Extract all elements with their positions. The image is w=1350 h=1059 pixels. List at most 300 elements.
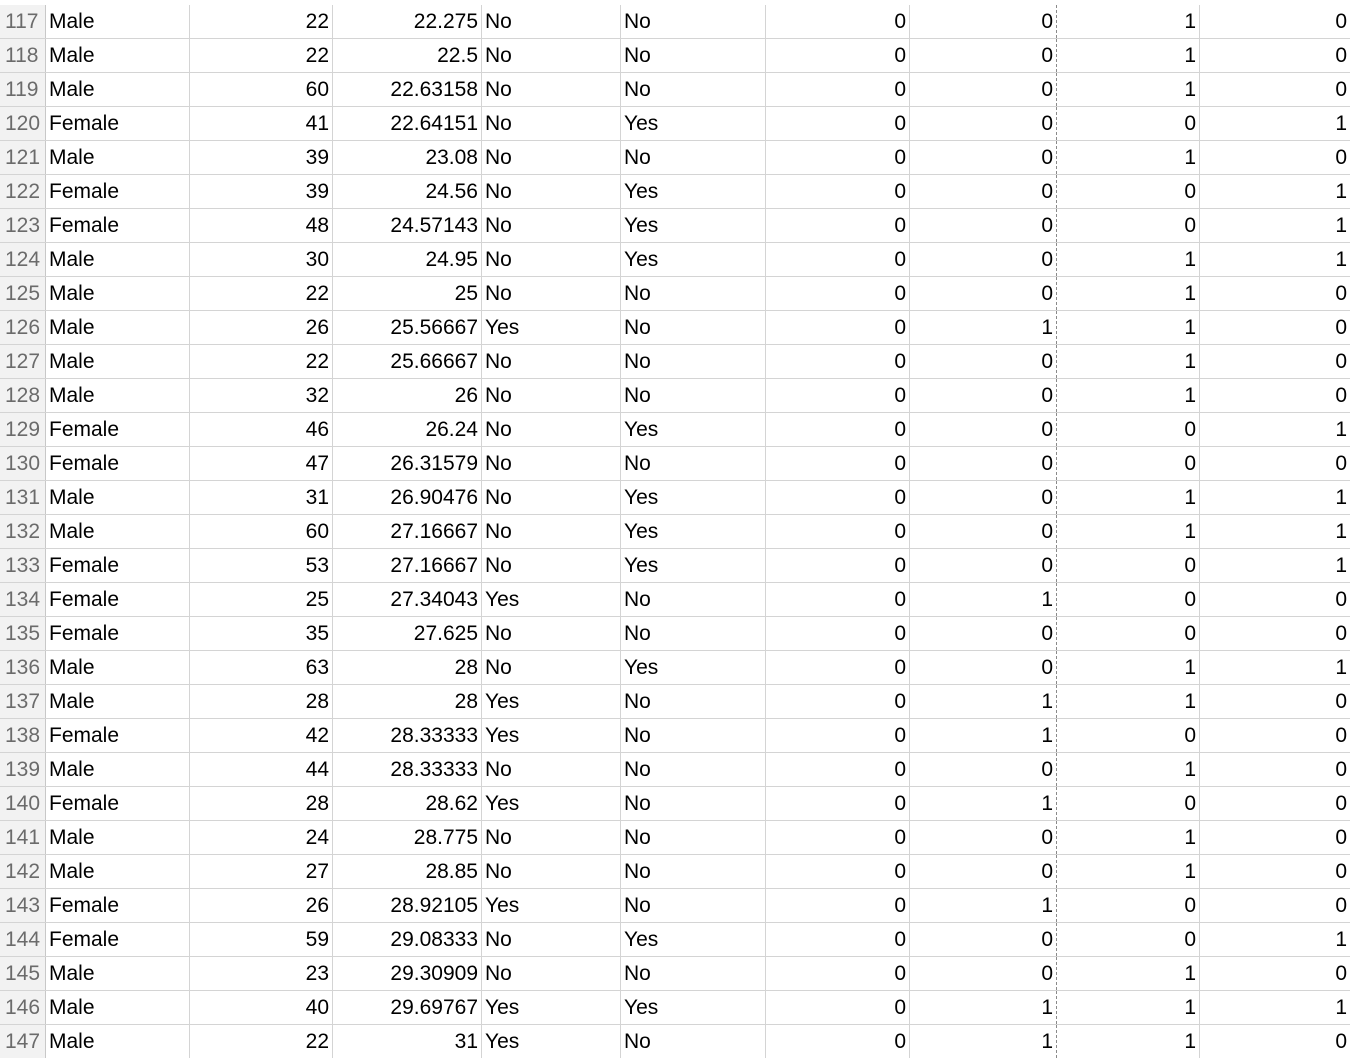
row-header[interactable]: 145 (0, 957, 46, 990)
cell-indicator-2[interactable]: 0 (910, 73, 1057, 106)
cell-indicator-1[interactable]: 0 (766, 787, 910, 820)
cell-indicator-3[interactable]: 0 (1057, 719, 1200, 752)
cell-flag-b[interactable]: Yes (621, 413, 766, 446)
cell-gender[interactable]: Male (46, 685, 190, 718)
row-header[interactable]: 123 (0, 209, 46, 242)
cell-age[interactable]: 23 (190, 957, 333, 990)
cell-indicator-2[interactable]: 0 (910, 107, 1057, 140)
cell-flag-a[interactable]: No (482, 481, 621, 514)
cell-indicator-3[interactable]: 0 (1057, 447, 1200, 480)
cell-value[interactable]: 27.34043 (333, 583, 482, 616)
cell-indicator-2[interactable]: 0 (910, 515, 1057, 548)
cell-flag-a[interactable]: No (482, 379, 621, 412)
row-header[interactable]: 147 (0, 1025, 46, 1058)
row-header[interactable]: 128 (0, 379, 46, 412)
cell-indicator-2[interactable]: 0 (910, 923, 1057, 956)
cell-indicator-1[interactable]: 0 (766, 447, 910, 480)
cell-indicator-1[interactable]: 0 (766, 651, 910, 684)
cell-age[interactable]: 30 (190, 243, 333, 276)
cell-gender[interactable]: Female (46, 413, 190, 446)
cell-value[interactable]: 29.69767 (333, 991, 482, 1024)
row-header[interactable]: 132 (0, 515, 46, 548)
cell-value[interactable]: 31 (333, 1025, 482, 1058)
cell-flag-a[interactable]: No (482, 209, 621, 242)
cell-indicator-4[interactable]: 0 (1335, 860, 1347, 883)
cell-indicator-4[interactable]: 1 (1335, 486, 1347, 509)
cell-indicator-2[interactable]: 1 (910, 1025, 1057, 1058)
cell-value[interactable]: 22.63158 (333, 73, 482, 106)
cell-indicator-3[interactable]: 1 (1057, 379, 1200, 412)
cell-flag-b[interactable]: No (621, 787, 766, 820)
cell-indicator-4[interactable]: 0 (1335, 316, 1347, 339)
cell-indicator-1[interactable]: 0 (766, 685, 910, 718)
cell-indicator-1[interactable]: 0 (766, 923, 910, 956)
row-header[interactable]: 125 (0, 277, 46, 310)
cell-value[interactable]: 28.33333 (333, 753, 482, 786)
cell-flag-a[interactable]: No (482, 957, 621, 990)
cell-indicator-1[interactable]: 0 (766, 39, 910, 72)
cell-indicator-4[interactable]: 0 (1335, 588, 1347, 611)
cell-flag-a[interactable]: No (482, 923, 621, 956)
cell-indicator-3[interactable]: 1 (1057, 651, 1200, 684)
cell-indicator-1[interactable]: 0 (766, 345, 910, 378)
cell-gender[interactable]: Male (46, 345, 190, 378)
cell-indicator-1[interactable]: 0 (766, 311, 910, 344)
cell-indicator-2[interactable]: 1 (910, 311, 1057, 344)
cell-flag-b[interactable]: No (621, 889, 766, 922)
cell-indicator-1[interactable]: 0 (766, 889, 910, 922)
cell-indicator-3[interactable]: 1 (1057, 345, 1200, 378)
cell-indicator-4[interactable]: 0 (1335, 894, 1347, 917)
cell-indicator-1[interactable]: 0 (766, 243, 910, 276)
row-header[interactable]: 144 (0, 923, 46, 956)
cell-flag-a[interactable]: No (482, 277, 621, 310)
cell-value[interactable]: 25.66667 (333, 345, 482, 378)
cell-value[interactable]: 27.16667 (333, 549, 482, 582)
cell-value[interactable]: 28.85 (333, 855, 482, 888)
cell-indicator-4[interactable]: 0 (1335, 962, 1347, 985)
cell-flag-b[interactable]: No (621, 141, 766, 174)
cell-indicator-1[interactable]: 0 (766, 583, 910, 616)
cell-value[interactable]: 24.95 (333, 243, 482, 276)
cell-age[interactable]: 59 (190, 923, 333, 956)
cell-flag-b[interactable]: Yes (621, 481, 766, 514)
cell-gender[interactable]: Male (46, 1025, 190, 1058)
cell-indicator-3[interactable]: 1 (1057, 39, 1200, 72)
cell-indicator-2[interactable]: 1 (910, 583, 1057, 616)
cell-indicator-2[interactable]: 1 (910, 889, 1057, 922)
cell-age[interactable]: 22 (190, 5, 333, 38)
cell-indicator-3[interactable]: 1 (1057, 5, 1200, 38)
cell-age[interactable]: 53 (190, 549, 333, 582)
cell-value[interactable]: 22.5 (333, 39, 482, 72)
cell-value[interactable]: 24.57143 (333, 209, 482, 242)
cell-gender[interactable]: Male (46, 243, 190, 276)
cell-value[interactable]: 26.24 (333, 413, 482, 446)
cell-value[interactable]: 22.64151 (333, 107, 482, 140)
cell-age[interactable]: 39 (190, 141, 333, 174)
cell-indicator-2[interactable]: 0 (910, 413, 1057, 446)
cell-indicator-3[interactable]: 1 (1057, 821, 1200, 854)
cell-age[interactable]: 46 (190, 413, 333, 446)
cell-flag-b[interactable]: Yes (621, 243, 766, 276)
cell-indicator-1[interactable]: 0 (766, 107, 910, 140)
row-header[interactable]: 141 (0, 821, 46, 854)
cell-indicator-2[interactable]: 1 (910, 991, 1057, 1024)
cell-indicator-1[interactable]: 0 (766, 209, 910, 242)
cell-age[interactable]: 26 (190, 889, 333, 922)
cell-indicator-3[interactable]: 0 (1057, 787, 1200, 820)
cell-indicator-4[interactable]: 0 (1335, 350, 1347, 373)
cell-age[interactable]: 60 (190, 73, 333, 106)
cell-value[interactable]: 28 (333, 651, 482, 684)
cell-flag-b[interactable]: No (621, 5, 766, 38)
cell-indicator-4[interactable]: 0 (1335, 452, 1347, 475)
cell-gender[interactable]: Female (46, 787, 190, 820)
cell-flag-b[interactable]: No (621, 583, 766, 616)
cell-age[interactable]: 41 (190, 107, 333, 140)
cell-indicator-2[interactable]: 0 (910, 481, 1057, 514)
cell-indicator-2[interactable]: 0 (910, 855, 1057, 888)
row-header[interactable]: 119 (0, 73, 46, 106)
cell-flag-a[interactable]: Yes (482, 719, 621, 752)
cell-age[interactable]: 26 (190, 311, 333, 344)
cell-gender[interactable]: Female (46, 923, 190, 956)
cell-indicator-3[interactable]: 1 (1057, 73, 1200, 106)
cell-indicator-4[interactable]: 0 (1335, 690, 1347, 713)
cell-indicator-4[interactable]: 1 (1335, 520, 1347, 543)
cell-indicator-3[interactable]: 1 (1057, 277, 1200, 310)
cell-indicator-4[interactable]: 0 (1335, 724, 1347, 747)
cell-gender[interactable]: Female (46, 107, 190, 140)
cell-age[interactable]: 31 (190, 481, 333, 514)
cell-gender[interactable]: Male (46, 991, 190, 1024)
cell-indicator-1[interactable]: 0 (766, 413, 910, 446)
cell-gender[interactable]: Female (46, 719, 190, 752)
row-header[interactable]: 143 (0, 889, 46, 922)
cell-indicator-3[interactable]: 1 (1057, 957, 1200, 990)
cell-gender[interactable]: Female (46, 209, 190, 242)
cell-age[interactable]: 32 (190, 379, 333, 412)
cell-indicator-4[interactable]: 0 (1335, 78, 1347, 101)
cell-age[interactable]: 47 (190, 447, 333, 480)
cell-indicator-3[interactable]: 0 (1057, 175, 1200, 208)
cell-flag-b[interactable]: No (621, 617, 766, 650)
cell-value[interactable]: 28.92105 (333, 889, 482, 922)
cell-flag-b[interactable]: No (621, 311, 766, 344)
cell-gender[interactable]: Male (46, 515, 190, 548)
cell-gender[interactable]: Male (46, 311, 190, 344)
row-header[interactable]: 129 (0, 413, 46, 446)
cell-indicator-2[interactable]: 0 (910, 447, 1057, 480)
cell-indicator-4[interactable]: 0 (1335, 146, 1347, 169)
cell-indicator-3[interactable]: 0 (1057, 889, 1200, 922)
cell-age[interactable]: 22 (190, 39, 333, 72)
cell-flag-b[interactable]: Yes (621, 175, 766, 208)
cell-indicator-3[interactable]: 1 (1057, 243, 1200, 276)
cell-indicator-1[interactable]: 0 (766, 175, 910, 208)
cell-flag-b[interactable]: Yes (621, 923, 766, 956)
row-header[interactable]: 138 (0, 719, 46, 752)
cell-value[interactable]: 28.775 (333, 821, 482, 854)
cell-indicator-4[interactable]: 0 (1335, 622, 1347, 645)
cell-indicator-1[interactable]: 0 (766, 719, 910, 752)
cell-age[interactable]: 39 (190, 175, 333, 208)
cell-gender[interactable]: Male (46, 39, 190, 72)
cell-indicator-1[interactable]: 0 (766, 617, 910, 650)
cell-value[interactable]: 28 (333, 685, 482, 718)
cell-flag-b[interactable]: No (621, 719, 766, 752)
cell-indicator-4[interactable]: 1 (1335, 928, 1347, 951)
cell-value[interactable]: 28.33333 (333, 719, 482, 752)
row-header[interactable]: 136 (0, 651, 46, 684)
cell-indicator-4[interactable]: 1 (1335, 656, 1347, 679)
cell-flag-a[interactable]: No (482, 753, 621, 786)
cell-indicator-1[interactable]: 0 (766, 277, 910, 310)
cell-gender[interactable]: Male (46, 481, 190, 514)
cell-indicator-3[interactable]: 1 (1057, 753, 1200, 786)
cell-indicator-3[interactable]: 1 (1057, 685, 1200, 718)
cell-gender[interactable]: Female (46, 617, 190, 650)
cell-value[interactable]: 26.90476 (333, 481, 482, 514)
cell-gender[interactable]: Male (46, 379, 190, 412)
cell-indicator-4[interactable]: 0 (1335, 10, 1347, 33)
cell-value[interactable]: 29.30909 (333, 957, 482, 990)
cell-indicator-1[interactable]: 0 (766, 753, 910, 786)
cell-value[interactable]: 27.625 (333, 617, 482, 650)
cell-flag-b[interactable]: Yes (621, 991, 766, 1024)
cell-value[interactable]: 29.08333 (333, 923, 482, 956)
row-header[interactable]: 146 (0, 991, 46, 1024)
cell-flag-b[interactable]: No (621, 73, 766, 106)
cell-gender[interactable]: Male (46, 73, 190, 106)
cell-flag-a[interactable]: No (482, 39, 621, 72)
cell-flag-a[interactable]: No (482, 141, 621, 174)
cell-age[interactable]: 28 (190, 787, 333, 820)
cell-flag-a[interactable]: Yes (482, 1025, 621, 1058)
cell-flag-b[interactable]: No (621, 379, 766, 412)
cell-indicator-2[interactable]: 0 (910, 39, 1057, 72)
cell-indicator-2[interactable]: 0 (910, 617, 1057, 650)
cell-gender[interactable]: Male (46, 5, 190, 38)
cell-flag-b[interactable]: Yes (621, 209, 766, 242)
cell-indicator-4[interactable]: 1 (1335, 180, 1347, 203)
cell-indicator-2[interactable]: 0 (910, 345, 1057, 378)
cell-indicator-3[interactable]: 0 (1057, 617, 1200, 650)
row-header[interactable]: 120 (0, 107, 46, 140)
cell-age[interactable]: 44 (190, 753, 333, 786)
cell-indicator-1[interactable]: 0 (766, 549, 910, 582)
cell-value[interactable]: 22.275 (333, 5, 482, 38)
cell-flag-a[interactable]: No (482, 73, 621, 106)
cell-indicator-2[interactable]: 0 (910, 209, 1057, 242)
cell-flag-a[interactable]: Yes (482, 685, 621, 718)
cell-value[interactable]: 26.31579 (333, 447, 482, 480)
cell-value[interactable]: 26 (333, 379, 482, 412)
cell-indicator-2[interactable]: 0 (910, 141, 1057, 174)
cell-indicator-2[interactable]: 1 (910, 685, 1057, 718)
cell-gender[interactable]: Female (46, 175, 190, 208)
cell-age[interactable]: 24 (190, 821, 333, 854)
row-header[interactable]: 122 (0, 175, 46, 208)
cell-gender[interactable]: Female (46, 549, 190, 582)
cell-indicator-2[interactable]: 0 (910, 175, 1057, 208)
cell-gender[interactable]: Male (46, 821, 190, 854)
cell-flag-b[interactable]: No (621, 821, 766, 854)
cell-age[interactable]: 22 (190, 277, 333, 310)
cell-flag-b[interactable]: No (621, 753, 766, 786)
cell-flag-b[interactable]: No (621, 39, 766, 72)
cell-age[interactable]: 42 (190, 719, 333, 752)
cell-flag-a[interactable]: No (482, 345, 621, 378)
cell-age[interactable]: 28 (190, 685, 333, 718)
cell-flag-a[interactable]: Yes (482, 311, 621, 344)
cell-age[interactable]: 48 (190, 209, 333, 242)
cell-flag-b[interactable]: No (621, 685, 766, 718)
cell-age[interactable]: 40 (190, 991, 333, 1024)
cell-indicator-3[interactable]: 1 (1057, 855, 1200, 888)
cell-flag-a[interactable]: No (482, 175, 621, 208)
cell-indicator-1[interactable]: 0 (766, 855, 910, 888)
cell-flag-a[interactable]: No (482, 413, 621, 446)
cell-indicator-1[interactable]: 0 (766, 515, 910, 548)
cell-indicator-3[interactable]: 1 (1057, 1025, 1200, 1058)
cell-gender[interactable]: Male (46, 855, 190, 888)
cell-flag-b[interactable]: No (621, 277, 766, 310)
cell-age[interactable]: 22 (190, 345, 333, 378)
cell-indicator-2[interactable]: 0 (910, 5, 1057, 38)
row-header[interactable]: 135 (0, 617, 46, 650)
cell-flag-b[interactable]: No (621, 1025, 766, 1058)
cell-indicator-3[interactable]: 1 (1057, 311, 1200, 344)
cell-indicator-2[interactable]: 0 (910, 277, 1057, 310)
cell-indicator-4[interactable]: 0 (1335, 1030, 1347, 1053)
cell-flag-b[interactable]: No (621, 957, 766, 990)
cell-flag-a[interactable]: No (482, 617, 621, 650)
cell-gender[interactable]: Female (46, 447, 190, 480)
cell-indicator-1[interactable]: 0 (766, 73, 910, 106)
cell-value[interactable]: 23.08 (333, 141, 482, 174)
cell-gender[interactable]: Male (46, 957, 190, 990)
cell-age[interactable]: 60 (190, 515, 333, 548)
cell-flag-b[interactable]: Yes (621, 651, 766, 684)
cell-indicator-4[interactable]: 0 (1335, 826, 1347, 849)
cell-flag-a[interactable]: No (482, 515, 621, 548)
row-header[interactable]: 126 (0, 311, 46, 344)
cell-flag-a[interactable]: Yes (482, 991, 621, 1024)
row-header[interactable]: 118 (0, 39, 46, 72)
row-header[interactable]: 142 (0, 855, 46, 888)
cell-flag-b[interactable]: Yes (621, 515, 766, 548)
cell-age[interactable]: 27 (190, 855, 333, 888)
cell-flag-b[interactable]: No (621, 447, 766, 480)
cell-indicator-3[interactable]: 1 (1057, 991, 1200, 1024)
cell-indicator-1[interactable]: 0 (766, 1025, 910, 1058)
row-header[interactable]: 140 (0, 787, 46, 820)
cell-indicator-2[interactable]: 1 (910, 787, 1057, 820)
cell-indicator-1[interactable]: 0 (766, 379, 910, 412)
row-header[interactable]: 134 (0, 583, 46, 616)
cell-indicator-1[interactable]: 0 (766, 821, 910, 854)
cell-indicator-3[interactable]: 0 (1057, 549, 1200, 582)
cell-flag-a[interactable]: No (482, 855, 621, 888)
cell-indicator-3[interactable]: 0 (1057, 413, 1200, 446)
cell-gender[interactable]: Male (46, 141, 190, 174)
cell-value[interactable]: 27.16667 (333, 515, 482, 548)
cell-indicator-1[interactable]: 0 (766, 5, 910, 38)
cell-flag-a[interactable]: Yes (482, 583, 621, 616)
cell-indicator-4[interactable]: 1 (1335, 248, 1347, 271)
cell-indicator-3[interactable]: 0 (1057, 107, 1200, 140)
cell-gender[interactable]: Female (46, 889, 190, 922)
cell-gender[interactable]: Male (46, 651, 190, 684)
cell-indicator-1[interactable]: 0 (766, 957, 910, 990)
cell-flag-a[interactable]: Yes (482, 889, 621, 922)
cell-indicator-2[interactable]: 0 (910, 549, 1057, 582)
cell-indicator-3[interactable]: 1 (1057, 515, 1200, 548)
cell-age[interactable]: 35 (190, 617, 333, 650)
cell-indicator-2[interactable]: 0 (910, 821, 1057, 854)
cell-flag-b[interactable]: No (621, 345, 766, 378)
cell-value[interactable]: 25 (333, 277, 482, 310)
cell-flag-b[interactable]: No (621, 855, 766, 888)
cell-indicator-1[interactable]: 0 (766, 991, 910, 1024)
cell-age[interactable]: 22 (190, 1025, 333, 1058)
cell-indicator-2[interactable]: 0 (910, 753, 1057, 786)
row-header[interactable]: 139 (0, 753, 46, 786)
cell-flag-a[interactable]: No (482, 549, 621, 582)
cell-indicator-3[interactable]: 0 (1057, 583, 1200, 616)
row-header[interactable]: 133 (0, 549, 46, 582)
cell-indicator-2[interactable]: 1 (910, 719, 1057, 752)
cell-indicator-2[interactable]: 0 (910, 379, 1057, 412)
cell-indicator-1[interactable]: 0 (766, 141, 910, 174)
cell-indicator-1[interactable]: 0 (766, 481, 910, 514)
cell-indicator-4[interactable]: 0 (1335, 384, 1347, 407)
cell-indicator-2[interactable]: 0 (910, 651, 1057, 684)
cell-indicator-4[interactable]: 1 (1335, 112, 1347, 135)
cell-indicator-3[interactable]: 0 (1057, 923, 1200, 956)
cell-flag-a[interactable]: No (482, 651, 621, 684)
cell-indicator-4[interactable]: 0 (1335, 44, 1347, 67)
row-header[interactable]: 127 (0, 345, 46, 378)
row-header[interactable]: 121 (0, 141, 46, 174)
cell-flag-a[interactable]: Yes (482, 787, 621, 820)
cell-age[interactable]: 63 (190, 651, 333, 684)
cell-indicator-3[interactable]: 1 (1057, 141, 1200, 174)
cell-gender[interactable]: Male (46, 277, 190, 310)
cell-indicator-4[interactable]: 1 (1335, 418, 1347, 441)
cell-indicator-3[interactable]: 1 (1057, 481, 1200, 514)
cell-flag-a[interactable]: No (482, 447, 621, 480)
cell-indicator-2[interactable]: 0 (910, 243, 1057, 276)
row-header[interactable]: 117 (0, 5, 46, 38)
row-header[interactable]: 124 (0, 243, 46, 276)
cell-indicator-4[interactable]: 1 (1335, 996, 1347, 1019)
cell-value[interactable]: 25.56667 (333, 311, 482, 344)
row-header[interactable]: 131 (0, 481, 46, 514)
cell-value[interactable]: 24.56 (333, 175, 482, 208)
cell-age[interactable]: 25 (190, 583, 333, 616)
cell-indicator-2[interactable]: 0 (910, 957, 1057, 990)
cell-flag-a[interactable]: No (482, 107, 621, 140)
cell-indicator-4[interactable]: 0 (1335, 758, 1347, 781)
cell-gender[interactable]: Male (46, 753, 190, 786)
cell-indicator-4[interactable]: 1 (1335, 214, 1347, 237)
cell-indicator-4[interactable]: 0 (1335, 792, 1347, 815)
cell-indicator-4[interactable]: 1 (1335, 554, 1347, 577)
row-header[interactable]: 130 (0, 447, 46, 480)
